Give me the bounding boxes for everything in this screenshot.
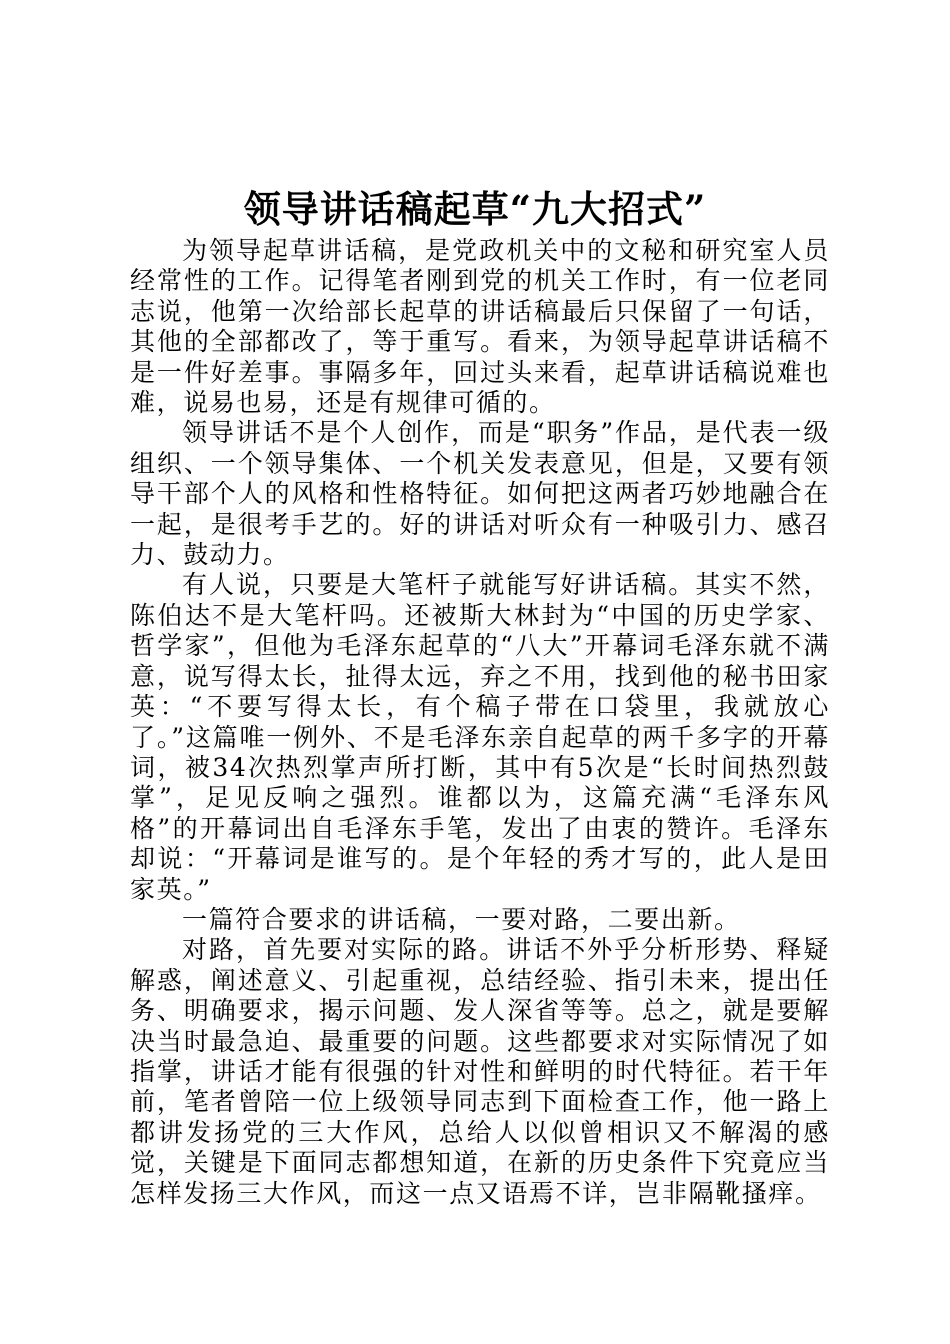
paragraph: 对路，首先要对实际的路。讲话不外乎分析形势、释疑解惑，阐述意义、引起重视，总结经验、指引未来，提出任务、明确要求，揭示问题、发人深省等等。总之，就是要解决当时最急迫、最重要的问题。这些都要求对实际情况了如指掌，讲话才能有很强的针对性和鲜明的时代特征。若干年前，笔者曾陪一位上级领导同志到下面检查工作，他一路上都讲发扬党的三大作风，总给人以似曾相识又不解渴的感觉，关键是下面同志都想知道，在新的历史条件下究竟应当怎样发扬三大作风，而这一点又语焉不详，岂非隔靴搔痒。	[130, 935, 830, 1208]
paragraph: 有人说，只要是大笔杆子就能写好讲话稿。其实不然，陈伯达不是大笔杆吗。还被斯大林封为“中国的历史学家、哲学家”，但他为毛泽东起草的“八大”开幕词毛泽东就不满意，说写得太长，扯得太远，弃之不用，找到他的秘书田家英：“不要写得太长，有个稿子带在口袋里，我就放心了。”这篇唯一例外、不是毛泽东亲自起草的两千多字的开幕词，被34次热烈掌声所打断，其中有5次是“长时间热烈鼓掌”，足见反响之强烈。谁都以为，这篇充满“毛泽东风格”的开幕词出自毛泽东手笔，发出了由衷的赞许。毛泽东却说：“开幕词是谁写的。是个年轻的秀才写的，此人是田家英。”	[130, 570, 830, 904]
document-body	[130, 236, 830, 1209]
paragraph: 一篇符合要求的讲话稿，一要对路，二要出新。	[182, 904, 741, 934]
document-title: 领导讲话稿起草“九大招式”	[243, 187, 707, 231]
paragraph: 为领导起草讲话稿，是党政机关中的文秘和研究室人员经常性的工作。记得笔者刚到党的机关工作时，有一位老同志说，他第一次给部长起草的讲话稿最后只保留了一句话，其他的全部都改了，等于重写。看来，为领导起草讲话稿不是一件好差事。事隔多年，回过头来看，起草讲话稿说难也难，说易也易，还是有规律可循的。	[130, 236, 830, 418]
paragraph: 领导讲话不是个人创作，而是“职务”作品，是代表一级组织、一个领导集体、一个机关发表意见，但是，又要有领导干部个人的风格和性格特征。如何把这两者巧妙地融合在一起，是很考手艺的。好的讲话对听众有一种吸引力、感召力、鼓动力。	[130, 418, 830, 570]
